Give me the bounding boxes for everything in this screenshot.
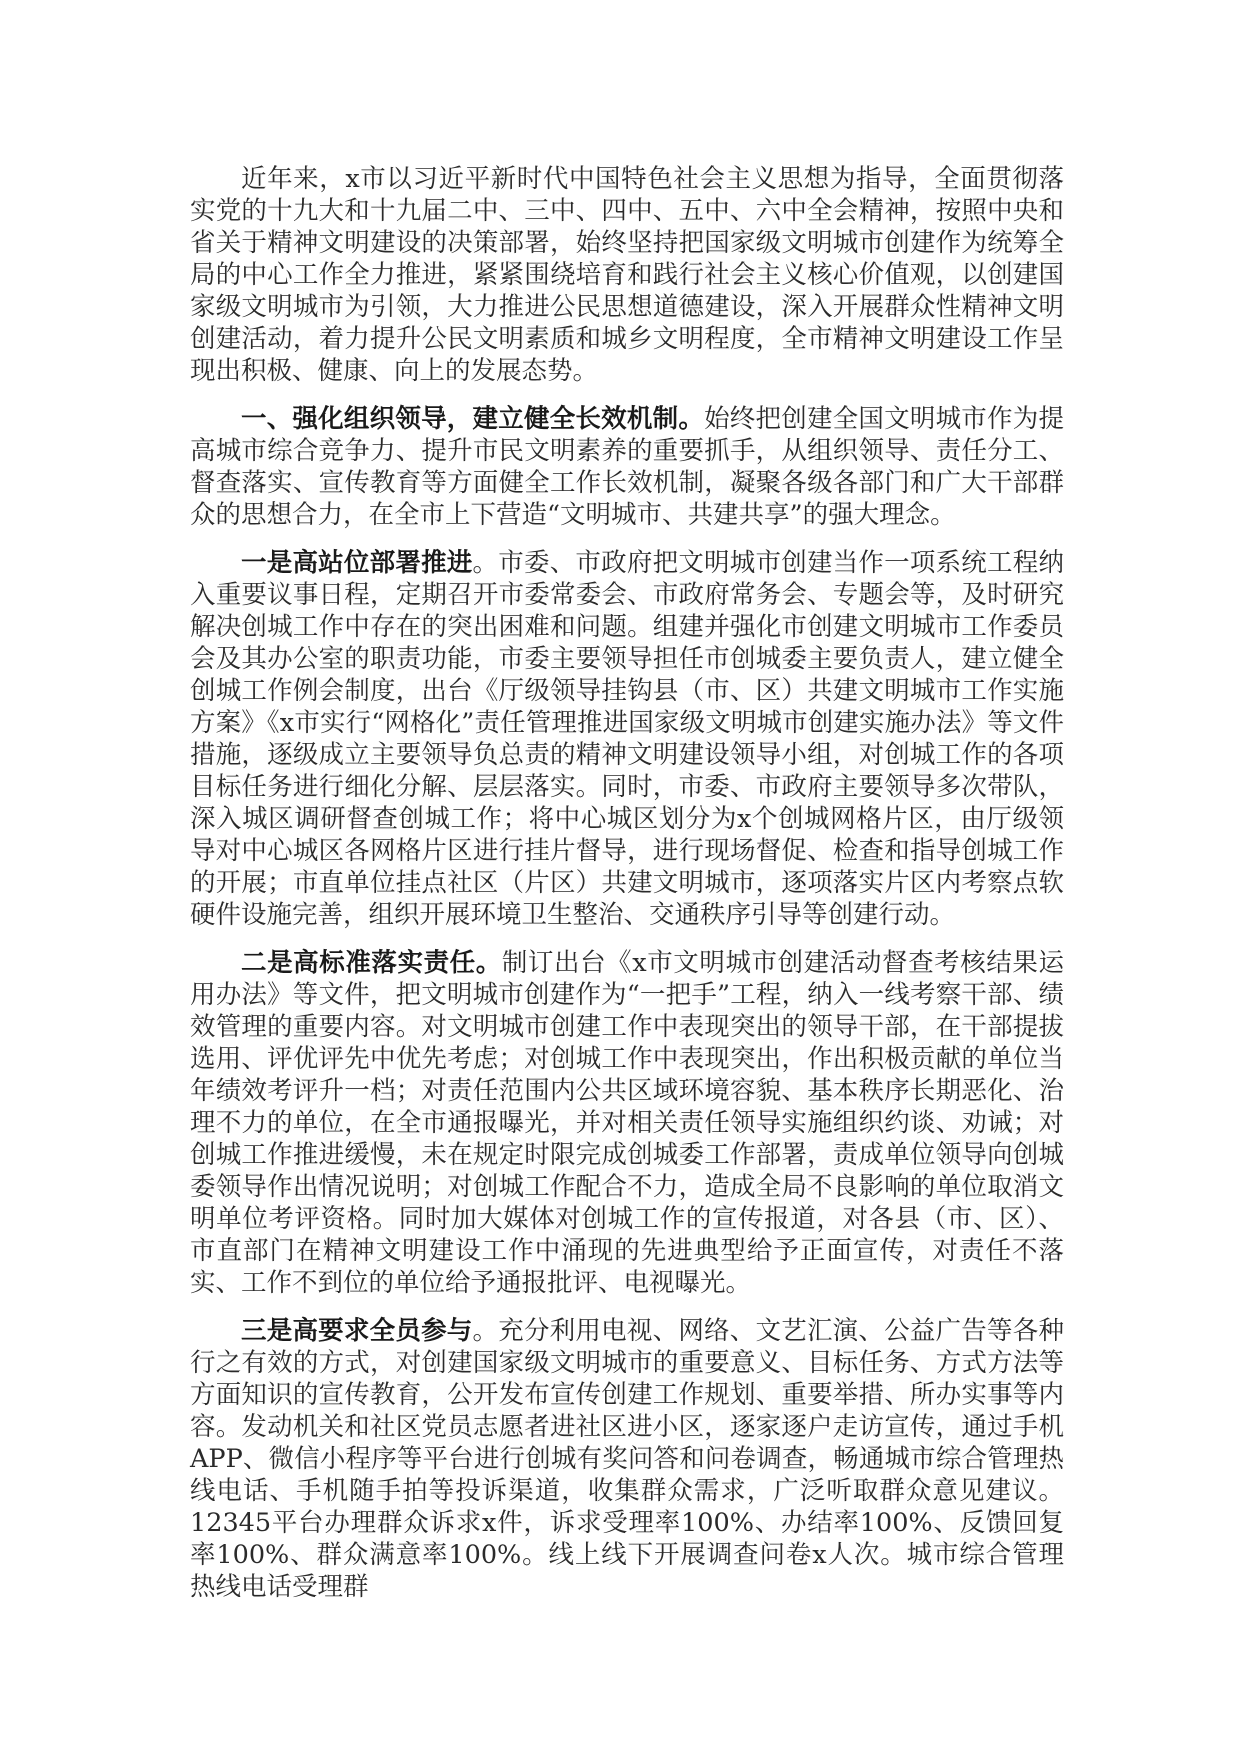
point-3-paragraph: [190, 1315, 1064, 1603]
point-heading: 二是高标准落实责任。: [241, 948, 502, 978]
point-heading: 一是高站位部署推进: [241, 548, 473, 578]
point-2-paragraph: [190, 947, 1064, 1299]
point-1-paragraph: [190, 547, 1064, 931]
paragraph-body: 制订出台《x市文明城市创建活动督查考核结果运用办法》等文件，把文明城市创建作为“一把手”工程，纳入一线考察干部、绩效管理的重要内容。对文明城市创建工作中表现突出的领导干部，在干部提拔选用、评优评先中优先考虑；对创城工作中表现突出，作出积极贡献的单位当年绩效考评升一档；对责任范围内公共区域环境容貌、基本秩序长期恶化、治理不力的单位，在全市通报曝光，并对相关责任领导实施组织约谈、劝诫；对创城工作推进缓慢，未在规定时限完成创城委工作部署，责成单位领导向创城委领导作出情况说明；对创城工作配合不力，造成全局不良影响的单位取消文明单位考评资格。同时加大媒体对创城工作的宣传报道，对各县（市、区）、市直部门在精神文明建设工作中涌现的先进典型给予正面宣传，对责任不落实、工作不到位的单位给予通报批评、电视曝光。: [190, 948, 1064, 1298]
paragraph-body: 。市委、市政府把文明城市创建当作一项系统工程纳入重要议事日程，定期召开市委常委会、市政府常务会、专题会等，及时研究解决创城工作中存在的突出困难和问题。组建并强化市创建文明城市工作委员会及其办公室的职责功能，市委主要领导担任市创城委主要负责人，建立健全创城工作例会制度，出台《厅级领导挂钩县（市、区）共建文明城市工作实施方案》《x市实行“网格化”责任管理推进国家级文明城市创建实施办法》等文件措施，逐级成立主要领导负总责的精神文明建设领导小组，对创城工作的各项目标任务进行细化分解、层层落实。同时，市委、市政府主要领导多次带队，深入城区调研督查创城工作；将中心城区划分为x个创城网格片区，由厅级领导对中心城区各网格片区进行挂片督导，进行现场督促、检查和指导创城工作的开展；市直单位挂点社区（片区）共建文明城市，逐项落实片区内考察点软硬件设施完善，组织开展环境卫生整治、交通秩序引导等创建行动。: [190, 548, 1064, 930]
intro-paragraph: [190, 163, 1064, 387]
section-1-paragraph: [190, 403, 1064, 531]
point-heading: 三是高要求全员参与: [241, 1316, 473, 1346]
section-heading: 一、强化组织领导，建立健全长效机制。: [241, 404, 705, 434]
document-page: [190, 163, 1064, 1619]
paragraph-body: 。充分利用电视、网络、文艺汇演、公益广告等各种行之有效的方式，对创建国家级文明城市的重要意义、目标任务、方式方法等方面知识的宣传教育，公开发布宣传创建工作规划、重要举措、所办实事等内容。发动机关和社区党员志愿者进社区进小区，逐家逐户走访宣传，通过手机APP、微信小程序等平台进行创城有奖问答和问卷调查，畅通城市综合管理热线电话、手机随手拍等投诉渠道，收集群众需求，广泛听取群众意见建议。12345平台办理群众诉求x件，诉求受理率100%、办结率100%、反馈回复率100%、群众满意率100%。线上线下开展调查问卷x人次。城市综合管理热线电话受理群: [190, 1316, 1064, 1602]
paragraph-body: 始终把创建全国文明城市作为提高城市综合竞争力、提升市民文明素养的重要抓手，从组织领导、责任分工、督查落实、宣传教育等方面健全工作长效机制，凝聚各级各部门和广大干部群众的思想合力，在全市上下营造“文明城市、共建共享”的强大理念。: [190, 404, 1064, 530]
paragraph-body: 近年来，x市以习近平新时代中国特色社会主义思想为指导，全面贯彻落实党的十九大和十九届二中、三中、四中、五中、六中全会精神，按照中央和省关于精神文明建设的决策部署，始终坚持把国家级文明城市创建作为统筹全局的中心工作全力推进，紧紧围绕培育和践行社会主义核心价值观，以创建国家级文明城市为引领，大力推进公民思想道德建设，深入开展群众性精神文明创建活动，着力提升公民文明素质和城乡文明程度，全市精神文明建设工作呈现出积极、健康、向上的发展态势。: [190, 164, 1064, 386]
